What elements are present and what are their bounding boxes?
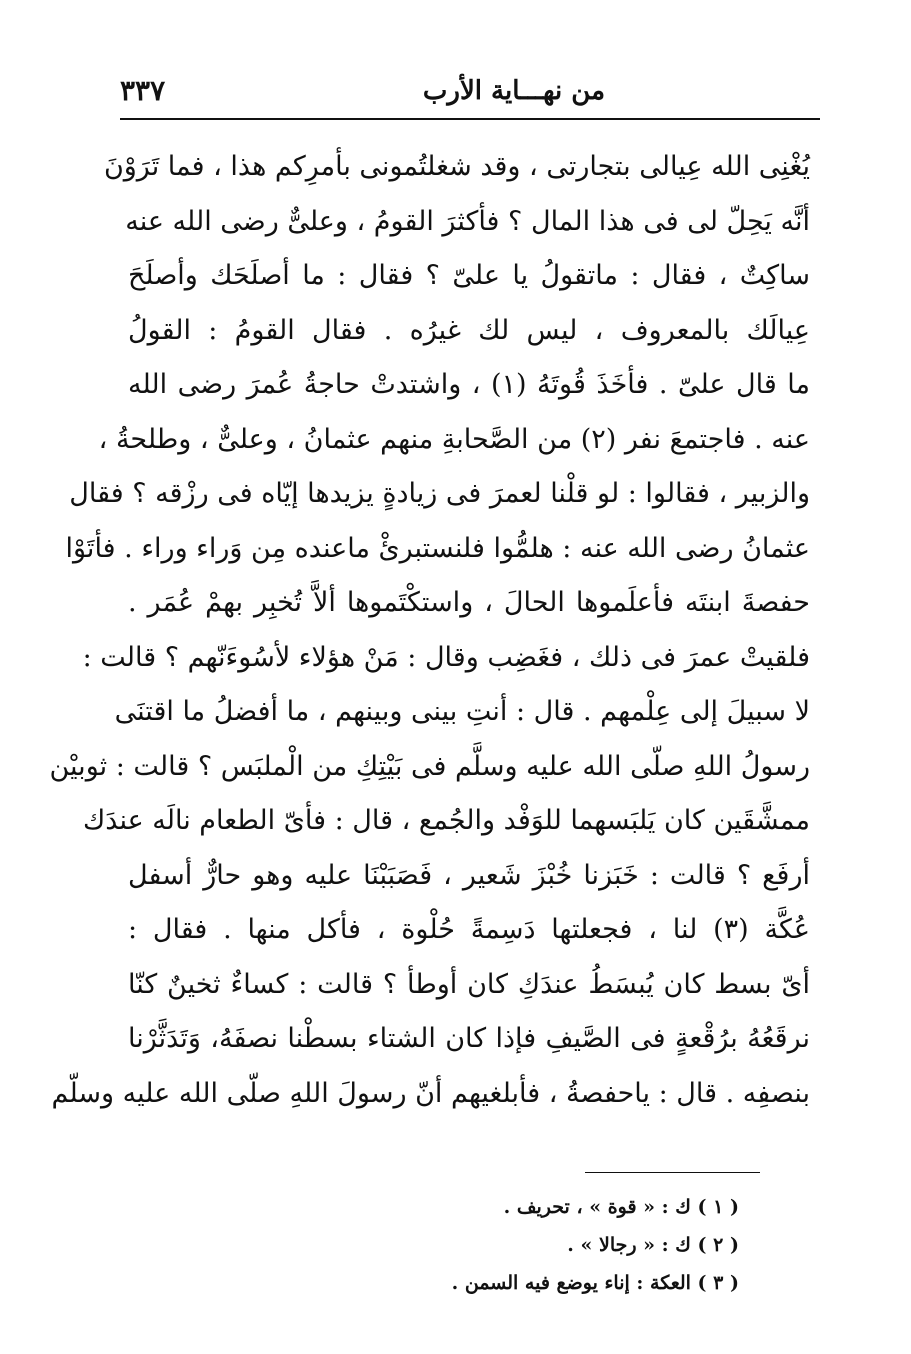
text-line: عنه . فاجتمعَ نفر (٢) من الصَّحابةِ منهم عثمانُ ، وعلىٌّ ، وطلحةُ ، [98,423,810,455]
page-number: ٣٣٧ [120,74,166,107]
footnote-rule [585,1172,760,1173]
text-line: عثمانُ رضى الله عنه : هلمُّوا فلنستبرئْ ماعنده مِن وَراء وراء . فأتَوْا [65,532,810,564]
text-line: ممشَّقَين كان يَلبَسهما للوَفْد والجُمع ، قال : فأىّ الطعام نالَه عندَك [83,805,810,836]
text-line: عُكَّة (٣) لنا ، فجعلتها دَسِمةً حُلْوة ، فأكل منها . فقال : [128,914,810,945]
text-line: فلقيتْ عمرَ فى ذلك ، فغَضِب وقال : مَنْ هؤلاء لأسُوءَنّهم ؟ قالت : [82,641,810,673]
footnote-1: ( ١ ) ك : « قوة » ، تحريف . [503,1196,739,1218]
body-text [49,140,810,1121]
header-rule [120,118,820,120]
text-line: يُغْنِى الله عِيالى بتجارتى ، وقد شغلتُمونى بأمرِكم هذا ، فما تَرَوْنَ [103,151,810,182]
text-line: والزبير ، فقالوا : لو قلْنا لعمرَ فى زيادةٍ يزيدها إيّاه فى رزْقه ؟ فقال [69,478,810,509]
footnote-3: ( ٣ ) العكة : إناء يوضع فيه السمن . [451,1272,739,1294]
footnote-2: ( ٢ ) ك : « رجالا » . [567,1234,739,1256]
text-line: لا سبيلَ إلى عِلْمهم . قال : أنتِ بينى وبينهم ، ما أفضلُ ما اقتنَى [114,696,810,727]
text-line: أرفَع ؟ قالت : خَبَزنا خُبْزَ شَعير ، فَصَبَبْنَا عليه وهو حارٌّ أسفل [128,859,810,891]
footnotes [319,1188,739,1302]
text-line: حفصةَ ابنتَه فأعلَموها الحالَ ، واستكْتَموها ألاَّ تُخبِر بهمْ عُمَر . [128,587,810,618]
text-line: ما قال علىّ . فأخَذَ قُوتَهُ (١) ، واشتدتْ حاجةُ عُمرَ رضى الله [128,369,810,400]
text-line: بنصفِه . قال : ياحفصةُ ، فأبلغيهم أنّ رسولَ اللهِ صلّى الله عليه وسلّم [51,1077,810,1109]
text-line: ساكِتٌ ، فقال : ماتقولُ يا علىّ ؟ فقال : ما أصلَحَك وأصلَحَ [128,260,810,291]
text-line: أنَّه يَحِلّ لى فى هذا المال ؟ فأكثرَ القومُ ، وعلىٌّ رضى الله عنه [125,205,810,237]
text-line: عِيالَك بالمعروف ، ليس لك غيرُه . فقال القومُ : القولُ [128,314,810,346]
running-title: من نهـــاية الأرب [422,76,605,106]
text-line: أىّ بسط كان يُبسَطُ عندَكِ كان أوطأ ؟ قالت : كساءٌ ثخينٌ كنّا [128,968,810,1000]
text-line: رسولُ اللهِ صلّى الله عليه وسلَّم فى بَيْتِكِ من الْملبَس ؟ قالت : ثوبيْن [49,750,810,782]
page-header [120,68,820,112]
text-line: نرقَعُهُ برُقْعةٍ فى الصَّيفِ فإذا كان الشتاء بسطْنا نصفَهُ، وَتَدَثَّرْنا [128,1023,810,1054]
